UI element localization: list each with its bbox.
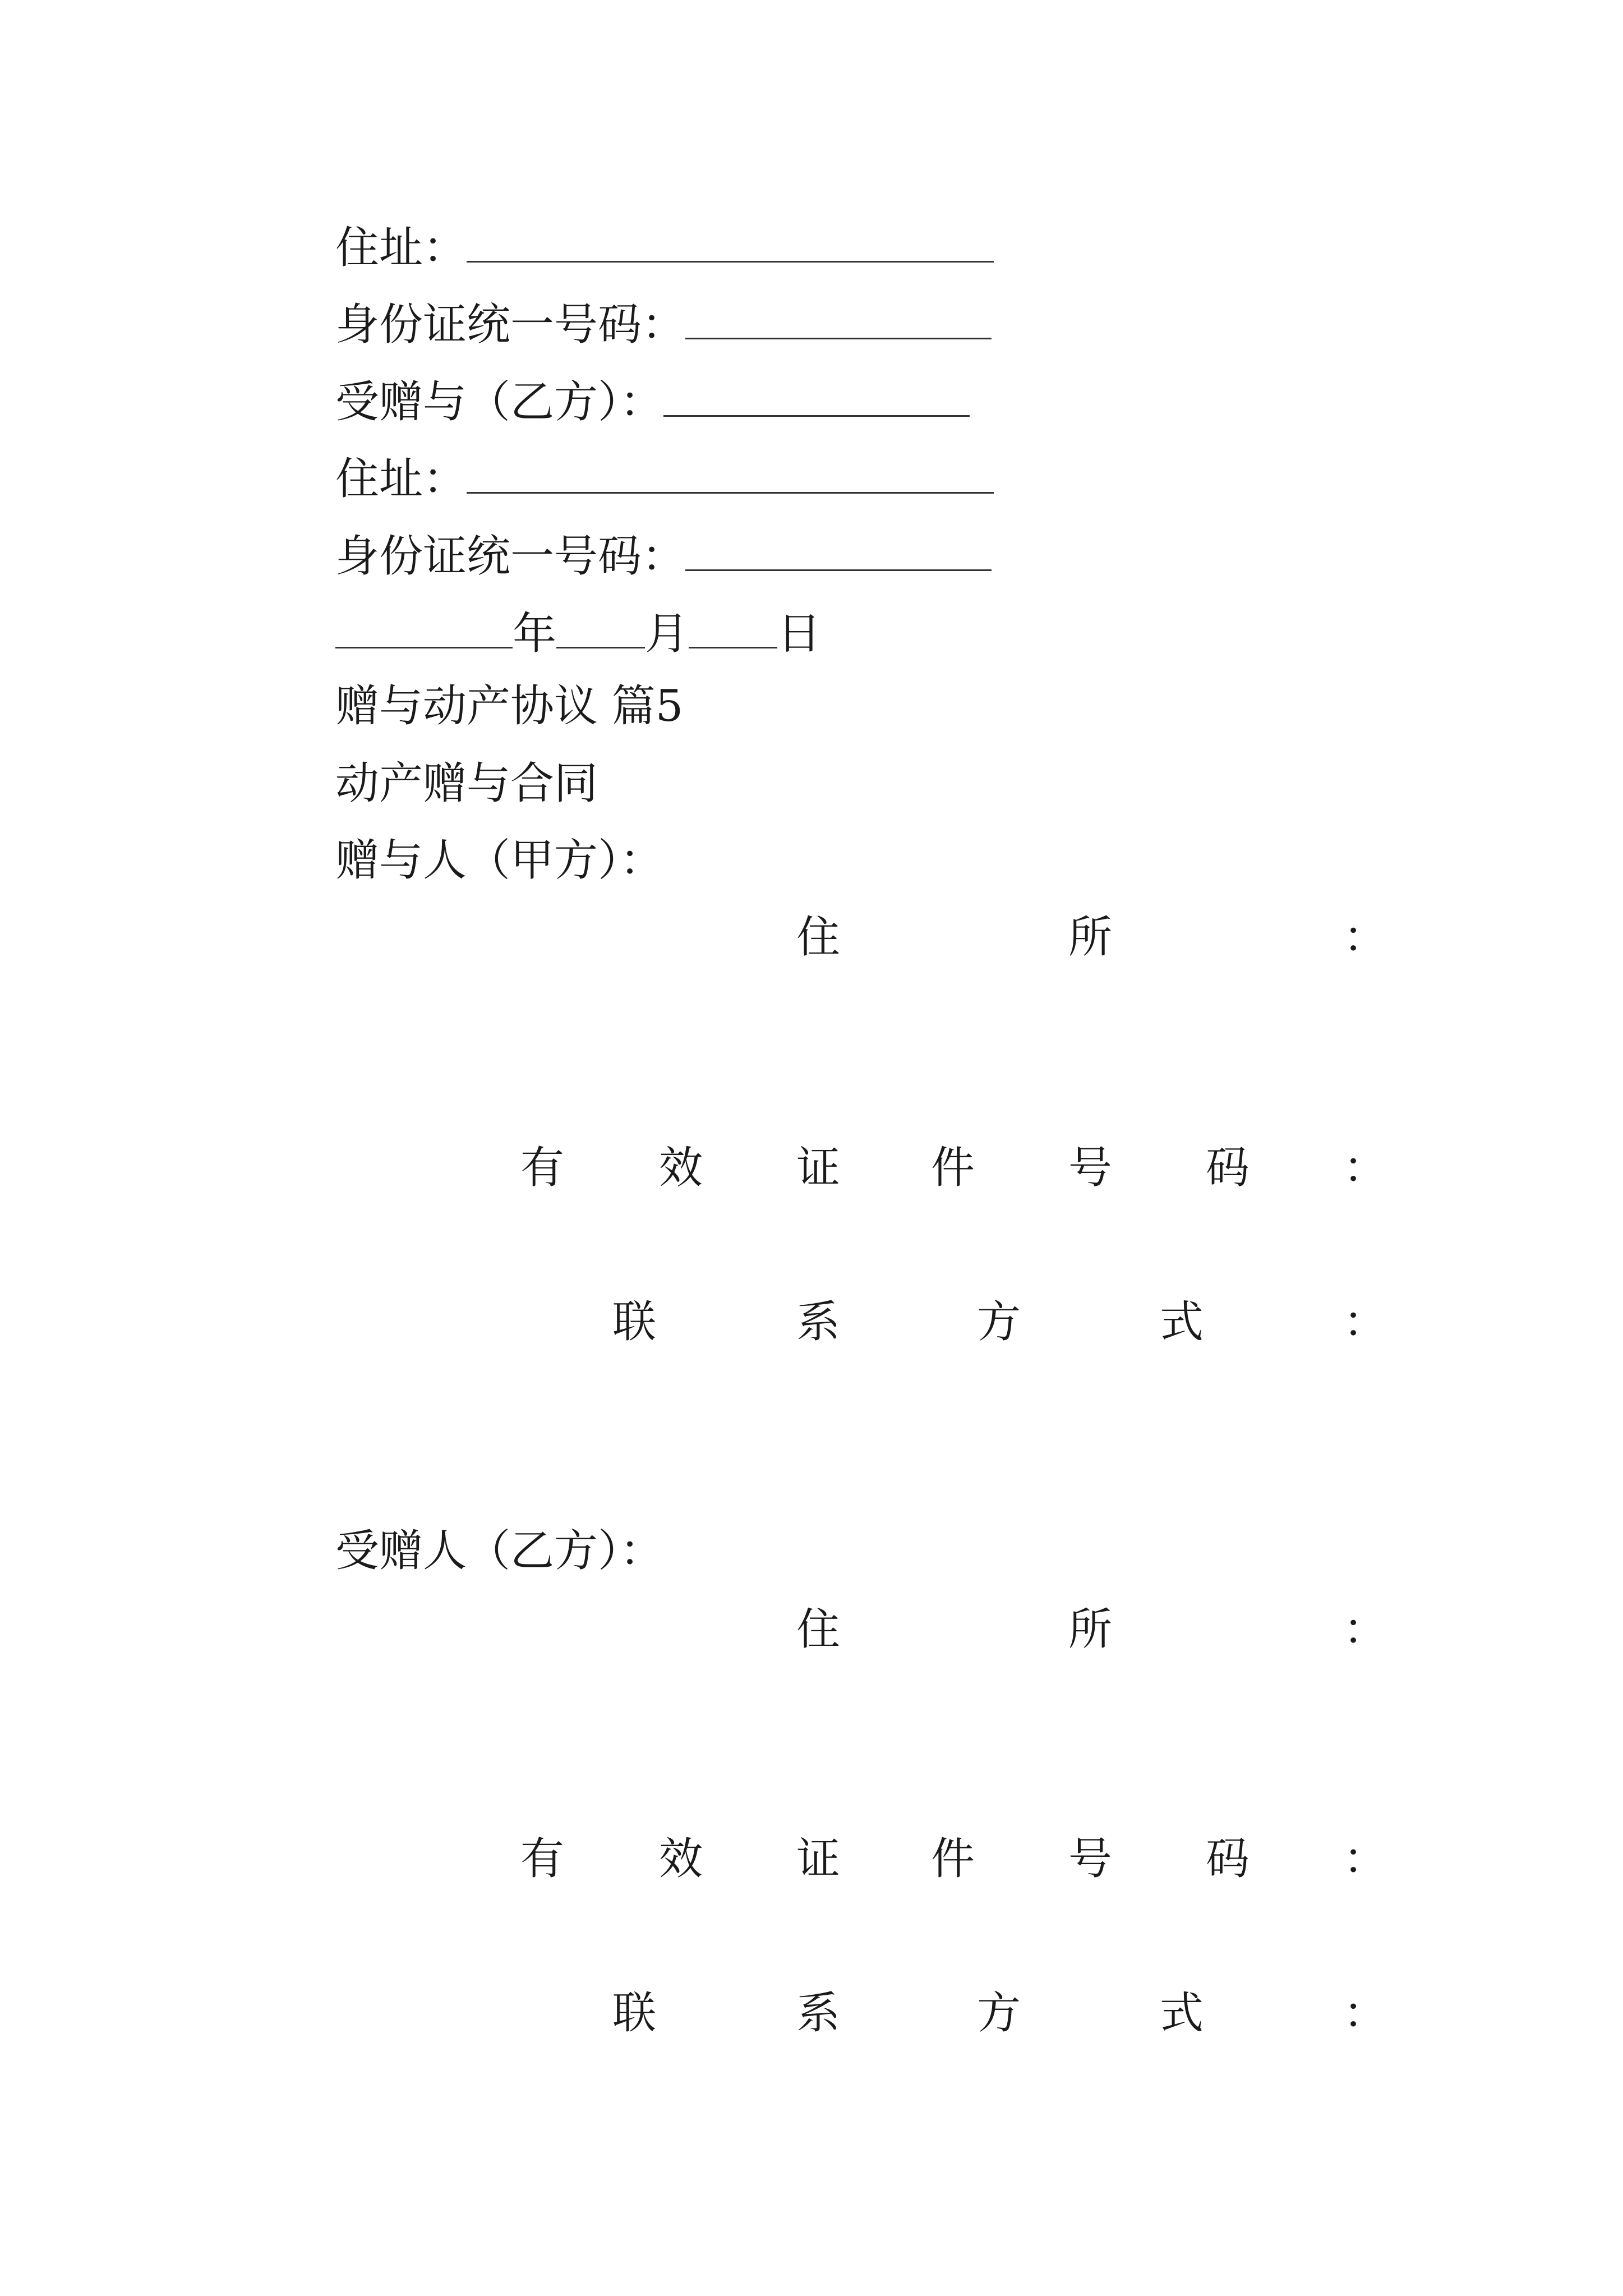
recipient-blank[interactable] bbox=[663, 376, 970, 417]
id-colon: ： bbox=[1343, 1143, 1387, 1193]
contact-char: 系 bbox=[796, 1297, 841, 1347]
contact-char: 方 bbox=[977, 1988, 1021, 2039]
address-line-2 bbox=[335, 453, 994, 503]
id-char: 效 bbox=[659, 1834, 703, 1884]
id-char: 有 bbox=[520, 1834, 565, 1884]
id-char: 件 bbox=[931, 1143, 975, 1193]
residence-char: 住 bbox=[796, 1604, 841, 1655]
residence-char: 住 bbox=[796, 912, 841, 963]
residence-colon: ： bbox=[1343, 912, 1387, 963]
month-label: 月 bbox=[645, 609, 689, 659]
residence-colon: ： bbox=[1343, 1604, 1387, 1655]
id-char: 号 bbox=[1068, 1834, 1113, 1884]
id-label: 身份证统一号码： bbox=[335, 300, 686, 350]
section-heading: 赠与动产协议 篇5 bbox=[335, 681, 684, 731]
contact-char: 系 bbox=[796, 1988, 841, 2039]
id-line-2 bbox=[335, 530, 992, 581]
contact-char: 方 bbox=[977, 1297, 1021, 1347]
residence-char: 所 bbox=[1068, 1604, 1113, 1655]
address-label: 住址： bbox=[335, 454, 467, 504]
id-char: 证 bbox=[796, 1143, 841, 1193]
address-line-1 bbox=[335, 222, 994, 272]
recipient-label: 受赠与（乙方）： bbox=[335, 377, 664, 427]
contact-char: 联 bbox=[612, 1988, 657, 2039]
year-label: 年 bbox=[513, 609, 557, 659]
day-blank[interactable] bbox=[689, 608, 777, 648]
id-char: 件 bbox=[931, 1834, 975, 1884]
month-blank[interactable] bbox=[556, 608, 645, 648]
id-blank[interactable] bbox=[685, 298, 992, 339]
contact-colon: ： bbox=[1343, 1988, 1387, 2039]
id-colon: ： bbox=[1343, 1834, 1387, 1884]
date-line bbox=[335, 608, 821, 658]
id-char: 有 bbox=[520, 1143, 565, 1193]
id-line-1 bbox=[335, 298, 992, 349]
year-blank[interactable] bbox=[335, 608, 513, 648]
address-label: 住址： bbox=[335, 223, 467, 273]
id-char: 码 bbox=[1206, 1143, 1250, 1193]
contact-char: 式 bbox=[1160, 1297, 1204, 1347]
recipient-line bbox=[335, 376, 970, 426]
address-blank[interactable] bbox=[467, 453, 994, 494]
id-char: 码 bbox=[1206, 1834, 1250, 1884]
contract-title: 动产赠与合同 bbox=[335, 758, 598, 809]
residence-char: 所 bbox=[1068, 912, 1113, 963]
contact-char: 式 bbox=[1160, 1988, 1204, 2039]
id-char: 效 bbox=[659, 1143, 703, 1193]
party-a-label: 赠与人（甲方）： bbox=[335, 835, 664, 886]
day-label: 日 bbox=[777, 609, 822, 659]
address-blank[interactable] bbox=[467, 222, 994, 263]
id-char: 号 bbox=[1068, 1143, 1113, 1193]
id-char: 证 bbox=[796, 1834, 841, 1884]
id-blank[interactable] bbox=[685, 530, 992, 571]
contact-char: 联 bbox=[612, 1297, 657, 1347]
contact-colon: ： bbox=[1343, 1297, 1387, 1347]
id-label: 身份证统一号码： bbox=[335, 531, 686, 582]
party-b-label: 受赠人（乙方）： bbox=[335, 1526, 664, 1576]
